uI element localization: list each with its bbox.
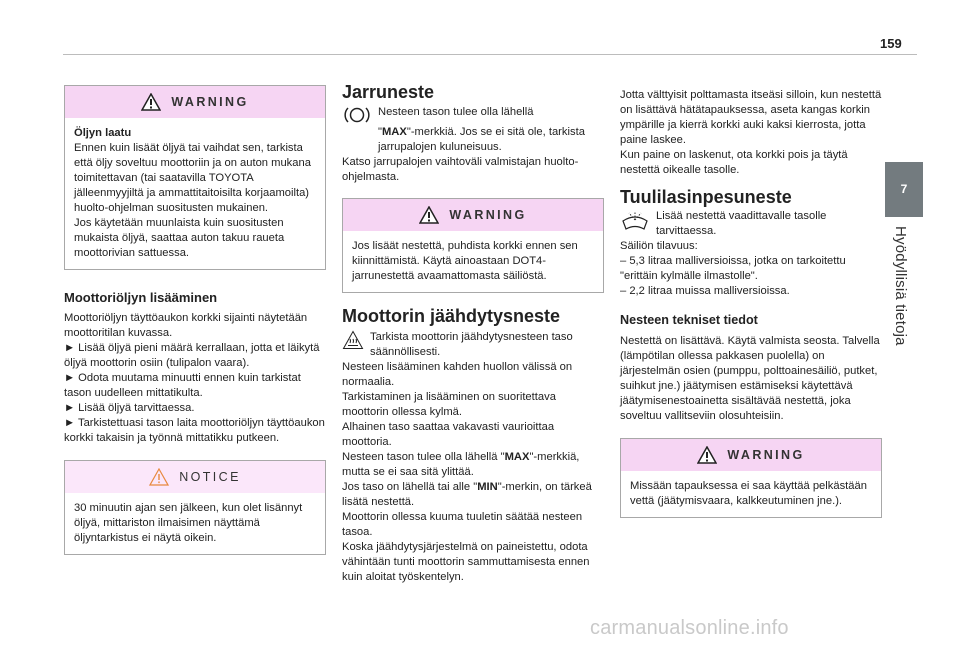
washer-capacity-2: – 2,2 litraa muissa malliversioissa.: [620, 285, 790, 297]
warning-triangle-icon: [697, 446, 717, 464]
coolant-min-mark: MIN: [477, 481, 498, 493]
warning-header: [621, 439, 881, 471]
oil-topup-intro: Moottoriöljyn täyttöaukon korkki sijainti näytetään moottoritilan kuvassa.: [64, 312, 308, 339]
oil-step: ► Odota muutama minuutti ennen kuin tarkistat tason uudelleen mittatikulta.: [64, 372, 301, 399]
coolant-p5-pre: Jos taso on lähellä tai alle ": [342, 481, 478, 493]
washer-icon-row: [620, 209, 882, 239]
warning-title: WARNING: [171, 94, 249, 109]
column-3: [620, 88, 882, 518]
washer-icon-text: Lisää nestettä vaadittavalle tasolle tarvittaessa.: [656, 210, 827, 237]
warning-text: Ennen kuin lisäät öljyä tai vaihdat sen, tarkista että öljy soveltuu moottoriin ja on auton mukana toimitettavan (tai saatavilla TOYOTA jälleenmyyjiltä ja ammattitaitoisilta korjaamoilta) huolto-ohjelman suositusten mukainen.: [74, 142, 311, 214]
coolant-p5-post: "-merkin, on tärkeä lisätä nestettä.: [342, 481, 592, 508]
warning-body: [65, 118, 325, 269]
coolant-cap-intro-2: Kun paine on laskenut, ota korkki pois ja täytä nestettä oikealle tasolle.: [620, 149, 848, 176]
warning-body: [621, 471, 881, 517]
washer-warning-box: [620, 438, 882, 518]
warning-header: [65, 86, 325, 118]
watermark: carmanualsonline.info: [590, 617, 789, 639]
coolant-p2: Tarkistaminen ja lisääminen on suoritettava moottorin ollessa kylmä.: [342, 391, 556, 418]
oil-step: ► Lisää öljyä pieni määrä kerrallaan, jotta et läikytä öljyä moottorin osiin (tulipalon vaara).: [64, 342, 320, 369]
column-2: [342, 82, 604, 585]
notice-header: [65, 461, 325, 493]
brake-warning-icon: [342, 105, 372, 125]
coolant-p7: Koska jäähdytysjärjestelmä on paineistettu, odota vähintään tunti moottorin sammuttamisesta ennen kuin aloitat työskentelyn.: [342, 541, 590, 583]
column-1: [64, 85, 326, 555]
warning-text-2: Jos käytetään muunlaista kuin suositusten mukaista öljyä, saattaa auton takuu raueta moottorivian sattuessa.: [74, 217, 285, 259]
header-rule: [63, 54, 917, 55]
notice-body: [65, 493, 325, 554]
warning-title: WARNING: [449, 207, 527, 222]
windscreen-washer-icon: [620, 209, 650, 231]
oil-step: ► Lisää öljyä tarvittaessa.: [64, 402, 195, 414]
brake-line-a: Nesteen tason tulee olla lähellä: [378, 106, 534, 118]
warning-triangle-icon: [141, 93, 161, 111]
fluid-spec-text: Nestettä on lisättävä. Käytä valmista seosta. Talvella (lämpötilan ollessa pakkasen puolella) on järjestelmän osien (pumppu, polttoainesäiliö, putket, suihkut jne.) jäätymisen estämiseksi käytettävä jäätymisenestoainetta sisältävää nestettä, joka soveltuu vallitseviin olosuhteisiin.: [620, 335, 880, 422]
coolant-p4-post: "-merkkiä, mutta se ei saa sitä ylittää.: [342, 451, 580, 478]
brake-max-mark: MAX: [381, 126, 407, 138]
brake-icon-row: [342, 105, 604, 125]
brake-fluid-heading: Jarruneste: [342, 82, 435, 102]
warning-body: [343, 231, 603, 292]
oil-topup-heading: Moottoriöljyn lisääminen: [64, 290, 218, 305]
warning-title: WARNING: [727, 447, 805, 462]
notice-box: [64, 460, 326, 555]
brake-warning-box: [342, 198, 604, 293]
hot-coolant-warning-icon: [342, 330, 364, 350]
coolant-max-mark: MAX: [504, 451, 530, 463]
warning-header: [343, 199, 603, 231]
brake-text-2: Katso jarrupalojen vaihtoväli valmistajan huolto-ohjelmasta.: [342, 156, 579, 183]
coolant-icon-text: Tarkista moottorin jäähdytysnesteen taso säännöllisesti.: [370, 331, 573, 358]
coolant-cap-intro: Jotta välttyisit polttamasta itseäsi silloin, kun nestettä on lisättävä hätätapauksessa, aseta kangas korkin ympärille ja kierrä korkki auki kaksi kierrosta, jotta paine laskee.: [620, 89, 882, 146]
washer-capacity-label: Säiliön tilavuus:: [620, 240, 698, 252]
warning-text: Jos lisäät nestettä, puhdista korkki ennen sen kiinnittämistä. Käytä ainoastaan DOT4-jarrunestettä avaamattomasta säiliöstä.: [352, 240, 578, 282]
brake-fluid-section: [342, 105, 604, 185]
notice-triangle-icon: [149, 468, 169, 486]
washer-capacity-1: – 5,3 litraa malliversioissa, jotka on tarkoitettu "erittäin kylmälle ilmastolle".: [620, 255, 846, 282]
coolant-p6: Moottorin ollessa kuuma tuuletin säätää nesteen tasoa.: [342, 511, 583, 538]
oil-quality-warning-box: [64, 85, 326, 270]
notice-text: 30 minuutin ajan sen jälkeen, kun olet lisännyt öljyä, mittariston ilmaisimen näyttämä öljyntarkistus ei näytä oikein.: [74, 502, 303, 544]
notice-title: NOTICE: [179, 469, 241, 484]
coolant-p3: Alhainen taso saattaa vakavasti vaurioittaa moottoria.: [342, 421, 555, 448]
brake-quote: ": [378, 126, 382, 138]
chapter-tab[interactable]: 7: [885, 162, 923, 217]
coolant-p1: Nesteen lisääminen kahden huollon välissä on normaalia.: [342, 361, 573, 388]
brake-line-b: "-merkkiä. Jos se ei sitä ole, tarkista jarrupalojen kuluneisuus.: [378, 126, 585, 153]
coolant-icon-row: [342, 330, 604, 360]
warning-subtitle: Öljyn laatu: [74, 127, 132, 139]
page-number: 159: [880, 36, 902, 51]
fluid-spec-heading: Nesteen tekniset tiedot: [620, 313, 758, 327]
warning-triangle-icon: [419, 206, 439, 224]
oil-step: ► Tarkistettuasi tason laita moottoriöljyn täyttöaukon korkki takaisin ja työnnä mittatikku putkeen.: [64, 417, 325, 444]
washer-fluid-heading: Tuulilasinpesuneste: [620, 187, 792, 207]
coolant-p4-pre: Nesteen tason tulee olla lähellä ": [342, 451, 505, 463]
coolant-heading: Moottorin jäähdytysneste: [342, 306, 561, 326]
warning-text: Missään tapauksessa ei saa käyttää pelkästään vettä (jäätymisvaara, kalkkeutuminen jne.).: [630, 480, 867, 507]
chapter-title: Hyödyllisiä tietoja: [892, 226, 909, 346]
